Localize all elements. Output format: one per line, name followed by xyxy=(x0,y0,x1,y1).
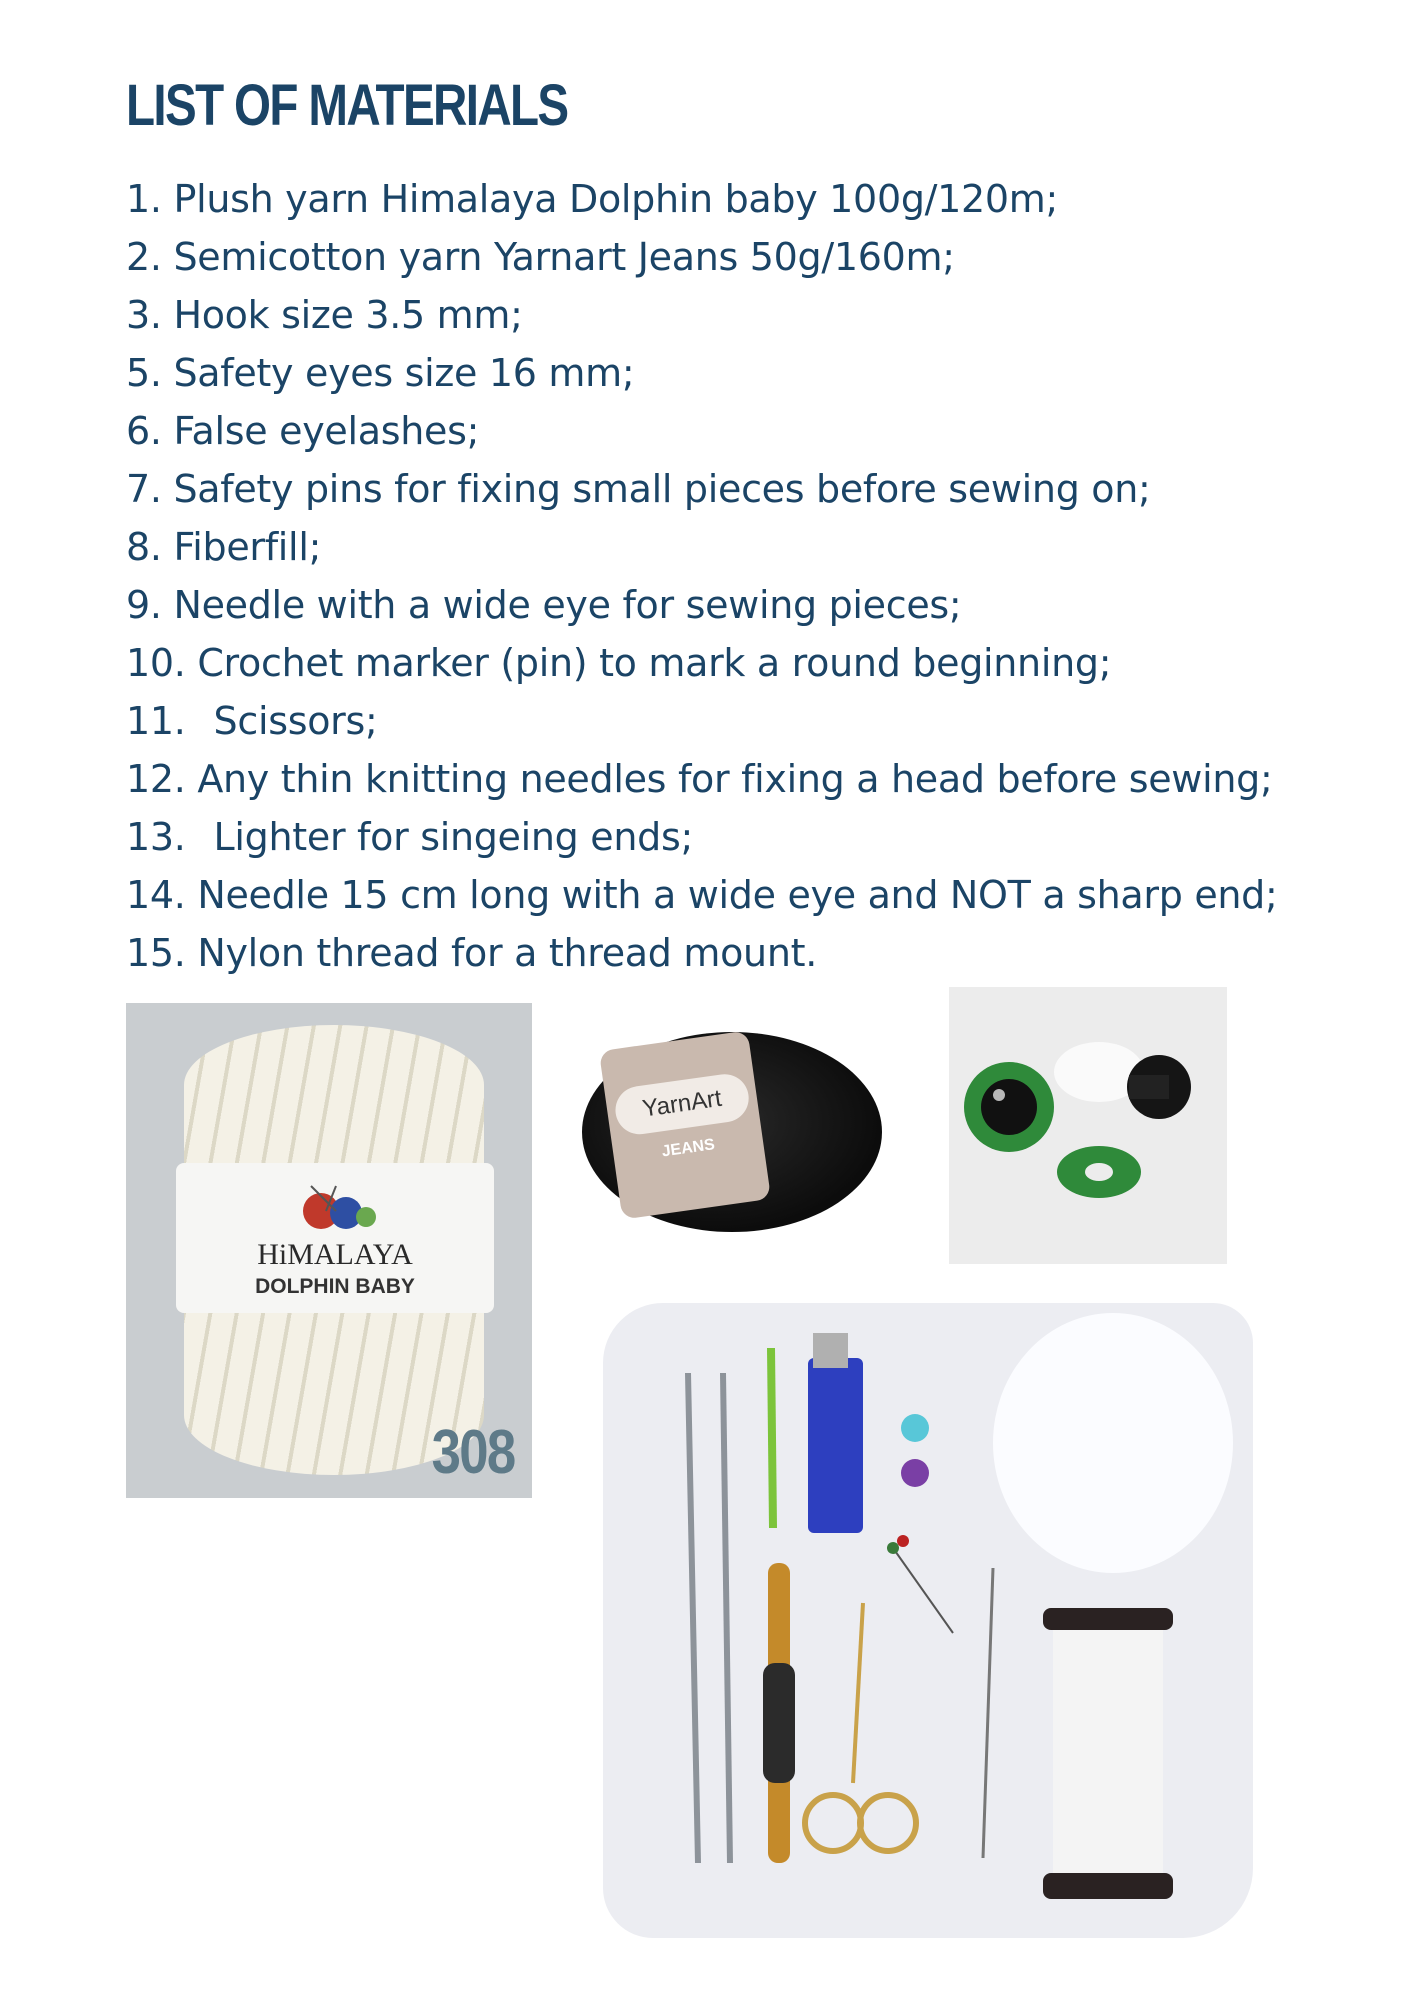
yarnart-jeans-photo xyxy=(570,1010,910,1240)
yarn-ball-label xyxy=(599,1030,771,1219)
himalaya-product: DOLPHIN BABY xyxy=(255,1275,415,1298)
list-item: 8. Fiberfill; xyxy=(126,525,322,569)
list-item: 15. Nylon thread for a thread mount. xyxy=(126,931,817,975)
list-item: 6. False eyelashes; xyxy=(126,409,480,453)
list-item: 7. Safety pins for fixing small pieces before sewing on; xyxy=(126,467,1151,511)
himalaya-yarn-photo xyxy=(126,1003,532,1498)
list-item: 5. Safety eyes size 16 mm; xyxy=(126,351,635,395)
safety-eyes-photo xyxy=(949,987,1227,1264)
color-code: 308 xyxy=(431,1418,514,1487)
materials-list xyxy=(126,170,1278,982)
yarnart-product: JEANS xyxy=(660,1136,716,1161)
list-item: 3. Hook size 3.5 mm; xyxy=(126,293,523,337)
tools-photo xyxy=(603,1303,1253,1938)
list-item: 12. Any thin knitting needles for fixing a head before sewing; xyxy=(126,757,1273,801)
yarn-balls-logo-icon xyxy=(291,1181,381,1231)
list-item: 10. Crochet marker (pin) to mark a round beginning; xyxy=(126,641,1112,685)
crochet-tools-icon xyxy=(603,1303,1253,1938)
list-item: 11. Scissors; xyxy=(126,699,378,743)
list-item: 1. Plush yarn Himalaya Dolphin baby 100g/120m; xyxy=(126,177,1058,221)
list-item: 14. Needle 15 cm long with a wide eye and NOT a sharp end; xyxy=(126,873,1278,917)
himalaya-brand: HiMALAYA xyxy=(257,1238,413,1271)
list-item: 9. Needle with a wide eye for sewing pieces; xyxy=(126,583,962,627)
yarnart-brand: YarnArt xyxy=(612,1071,751,1137)
yarn-label-band xyxy=(176,1163,494,1313)
safety-eye-icon xyxy=(949,987,1227,1264)
list-item: 2. Semicotton yarn Yarnart Jeans 50g/160m; xyxy=(126,235,955,279)
list-item: 13. Lighter for singeing ends; xyxy=(126,815,693,859)
page-title: LIST OF MATERIALS xyxy=(126,73,568,138)
